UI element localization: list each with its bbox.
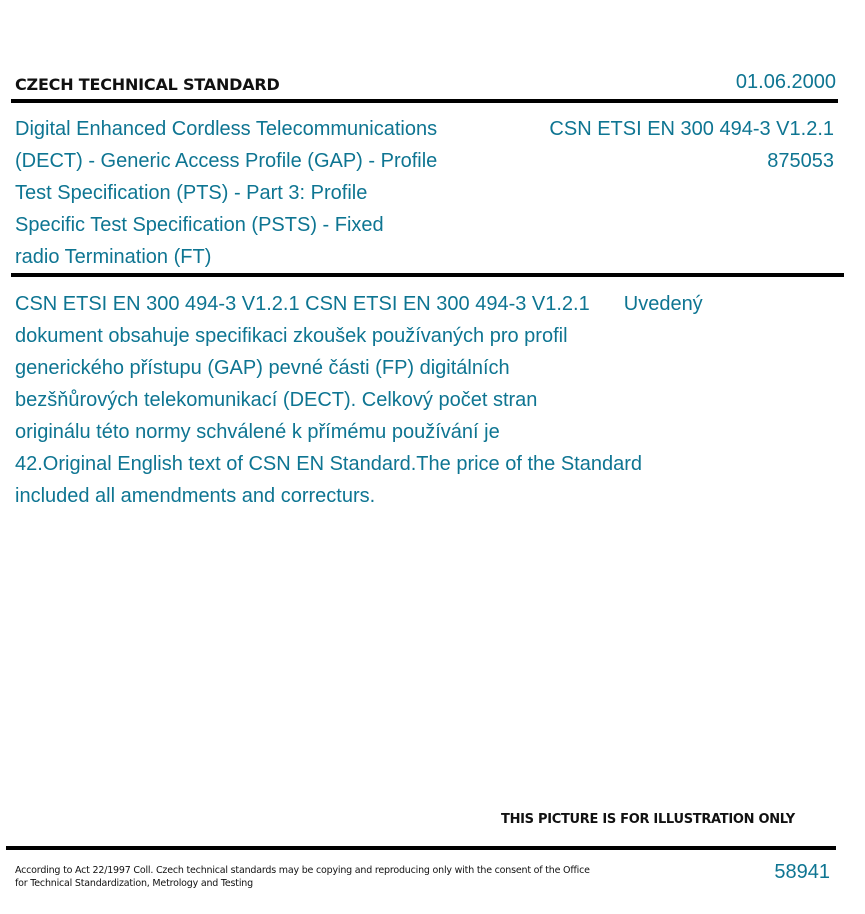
standard-description	[15, 288, 775, 512]
description-line: bezšňůrových telekomunikací (DECT). Celkový počet stran	[15, 389, 538, 411]
description-line: included all amendments and correcturs.	[15, 485, 376, 507]
footer-divider	[6, 846, 836, 850]
description-line: generického přístupu (GAP) pevné části (FP) digitálních	[15, 357, 510, 379]
legal-line: According to Act 22/1997 Coll. Czech technical standards may be copying and reproducing only with the consent of the Office	[15, 865, 590, 876]
title-divider	[11, 273, 844, 277]
description-start: Uvedený	[623, 293, 703, 315]
title-line: radio Termination (FT)	[15, 246, 212, 268]
document-type-label: CZECH TECHNICAL STANDARD	[15, 75, 280, 94]
description-line: originálu této normy schválené k přímému používání je	[15, 421, 500, 443]
title-line: Specific Test Specification (PSTS) - Fixed	[15, 214, 384, 236]
description-codes: CSN ETSI EN 300 494-3 V1.2.1 CSN ETSI EN 300 494-3 V1.2.1	[15, 293, 590, 315]
description-line	[15, 288, 775, 320]
standard-title	[15, 113, 485, 273]
description-line: 42.Original English text of CSN EN Standard.The price of the Standard	[15, 453, 643, 475]
legal-notice	[15, 864, 615, 890]
document-id: 58941	[774, 861, 830, 883]
standard-identifiers	[549, 113, 834, 177]
title-line: Test Specification (PTS) - Part 3: Profile	[15, 182, 368, 204]
title-line: (DECT) - Generic Access Profile (GAP) - Profile	[15, 150, 438, 172]
legal-line: for Technical Standardization, Metrology and Testing	[15, 878, 253, 889]
illustration-disclaimer: THIS PICTURE IS FOR ILLUSTRATION ONLY	[501, 812, 795, 827]
publication-date: 01.06.2000	[735, 71, 836, 93]
catalog-number: 875053	[767, 150, 834, 172]
description-line: dokument obsahuje specifikaci zkoušek používaných pro profil	[15, 325, 568, 347]
standard-code: CSN ETSI EN 300 494-3 V1.2.1	[549, 118, 834, 140]
title-line: Digital Enhanced Cordless Telecommunications	[15, 118, 438, 140]
header-divider	[11, 99, 838, 103]
